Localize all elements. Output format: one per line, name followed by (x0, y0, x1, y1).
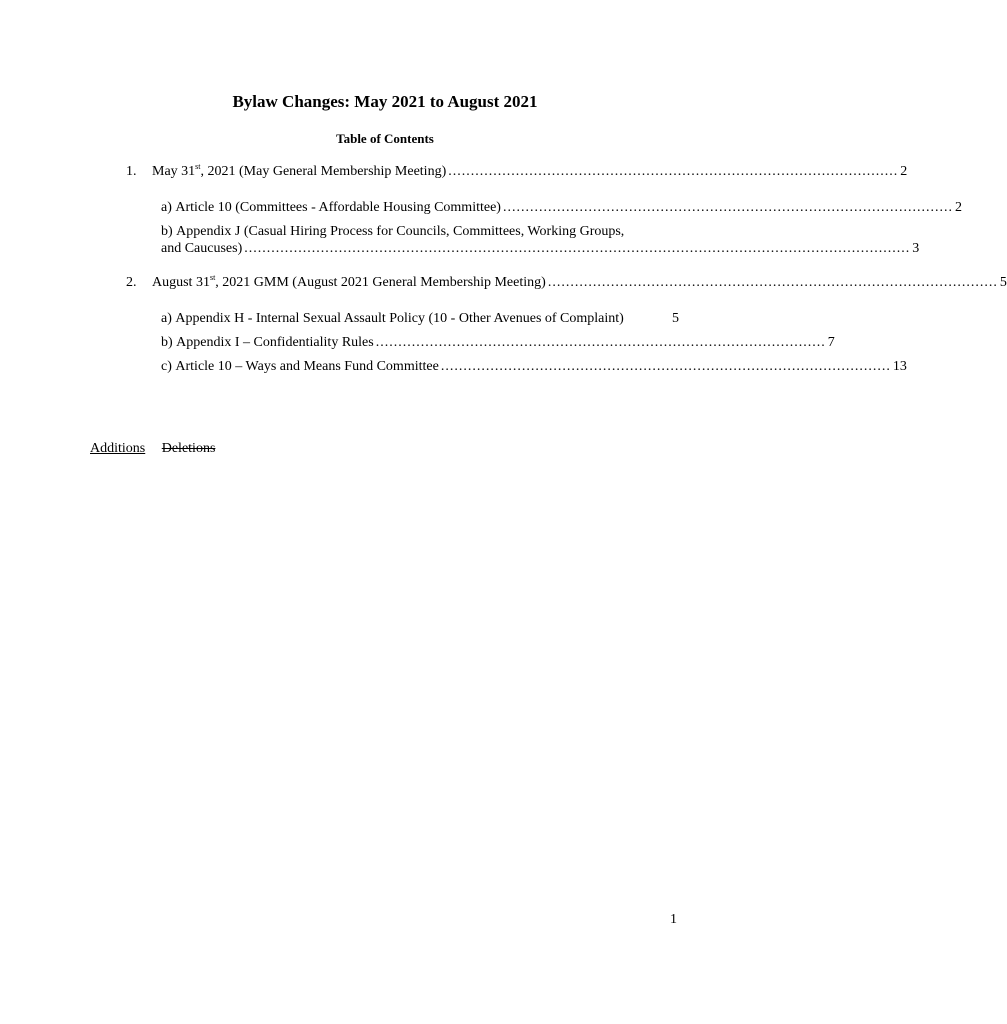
toc-entry-2a[interactable] (161, 311, 679, 327)
toc-heading: Table of Contents (336, 131, 434, 146)
toc-entry-section-2[interactable] (152, 273, 1007, 291)
additions-legend: Additions (90, 441, 146, 456)
toc-entry-text: a) Article 10 (Committees - Affordable Housing Committee) (161, 200, 501, 215)
toc-entry-text: August 31st, 2021 GMM (August 2021 General Membership Meeting) (152, 273, 546, 290)
toc-entry-1b[interactable] (161, 241, 920, 257)
toc-entry-2c[interactable] (161, 359, 907, 375)
toc-page-number: 2 (954, 200, 962, 215)
toc-leader-dots: .................................................................................................... (440, 359, 891, 374)
toc-entry-1a[interactable] (161, 200, 962, 216)
toc-leader-dots: .................................................................................................... (502, 200, 953, 215)
toc-section-number: 2. (126, 275, 137, 290)
document-title: Bylaw Changes: May 2021 to August 2021 (232, 92, 538, 111)
page-number: 1 (670, 912, 677, 927)
toc-page-number: 2 (900, 164, 908, 179)
toc-page-number: 5 (999, 275, 1007, 290)
deletions-legend: Deletions (161, 441, 216, 456)
change-legend (90, 441, 215, 457)
toc-leader-dots: .................................................................................................... (547, 275, 998, 290)
toc-entry-section-1[interactable] (152, 162, 908, 180)
toc-entry-text: c) Article 10 – Ways and Means Fund Committee (161, 359, 439, 374)
toc-entry-1b-line1[interactable]: b) Appendix J (Casual Hiring Process for Councils, Committees, Working Groups, (161, 224, 625, 239)
toc-entry-text: May 31st, 2021 (May General Membership Meeting) (152, 162, 447, 179)
toc-entry-text: b) Appendix I – Confidentiality Rules (161, 335, 374, 350)
toc-entry-text: a) Appendix H - Internal Sexual Assault Policy (10 - Other Avenues of Complaint) (161, 311, 624, 326)
toc-leader-dots: .................................................................................................... (375, 335, 826, 350)
toc-page-number: 3 (912, 241, 920, 256)
toc-page-number: 13 (892, 359, 907, 374)
toc-leader-dots: .................................................................................................................................................... (244, 241, 911, 256)
toc-leader-dots: .................................................................................................... (448, 164, 899, 179)
toc-entry-2b[interactable] (161, 335, 835, 351)
toc-entry-text: and Caucuses) (161, 241, 243, 256)
toc-page-number: 5 (672, 311, 679, 326)
toc-page-number: 7 (827, 335, 835, 350)
toc-section-number: 1. (126, 164, 137, 179)
